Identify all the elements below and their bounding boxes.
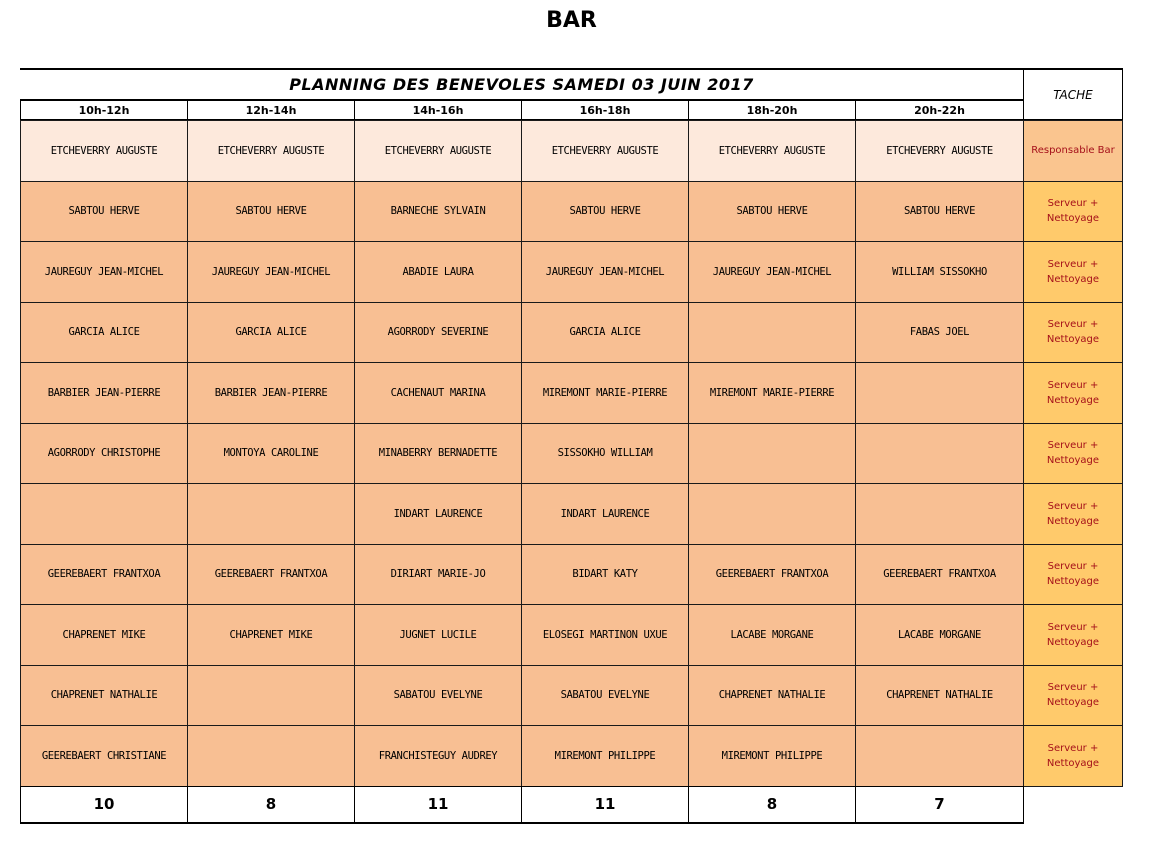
- volunteer-count: 10: [20, 786, 188, 824]
- task-cell: Serveur + Nettoyage: [1023, 544, 1123, 606]
- task-cell: Serveur + Nettoyage: [1023, 423, 1123, 485]
- task-cell: Serveur + Nettoyage: [1023, 181, 1123, 243]
- volunteer-count: 11: [354, 786, 522, 824]
- volunteer-cell[interactable]: AGORRODY CHRISTOPHE: [20, 423, 188, 485]
- volunteer-cell[interactable]: [855, 423, 1024, 485]
- time-slot-header: 12h-14h: [187, 100, 355, 120]
- volunteer-cell[interactable]: DIRIART MARIE-JO: [354, 544, 522, 606]
- volunteer-cell[interactable]: MIREMONT MARIE-PIERRE: [688, 362, 856, 424]
- volunteer-count: 11: [521, 786, 689, 824]
- volunteer-cell[interactable]: AGORRODY SEVERINE: [354, 302, 522, 364]
- volunteer-cell[interactable]: SABTOU HERVE: [855, 181, 1024, 243]
- volunteer-cell[interactable]: CHAPRENET NATHALIE: [688, 665, 856, 727]
- volunteer-cell[interactable]: CACHENAUT MARINA: [354, 362, 522, 424]
- task-cell: Serveur + Nettoyage: [1023, 362, 1123, 424]
- volunteer-cell[interactable]: [688, 302, 856, 364]
- volunteer-cell[interactable]: INDART LAURENCE: [354, 483, 522, 545]
- task-cell: Serveur + Nettoyage: [1023, 725, 1123, 787]
- volunteer-cell[interactable]: BARBIER JEAN-PIERRE: [20, 362, 188, 424]
- volunteer-cell[interactable]: JAUREGUY JEAN-MICHEL: [521, 241, 689, 303]
- volunteer-cell[interactable]: FRANCHISTEGUY AUDREY: [354, 725, 522, 787]
- volunteer-cell[interactable]: BARBIER JEAN-PIERRE: [187, 362, 355, 424]
- volunteer-cell[interactable]: [20, 483, 188, 545]
- volunteer-cell[interactable]: SABATOU EVELYNE: [354, 665, 522, 727]
- volunteer-cell[interactable]: [855, 362, 1024, 424]
- volunteer-count: 7: [855, 786, 1024, 824]
- volunteer-cell[interactable]: GEEREBAERT FRANTXOA: [20, 544, 188, 606]
- volunteer-cell[interactable]: GARCIA ALICE: [20, 302, 188, 364]
- volunteer-cell[interactable]: [187, 483, 355, 545]
- volunteer-cell[interactable]: [688, 483, 856, 545]
- task-column-header: TACHE: [1023, 68, 1123, 120]
- planning-banner: PLANNING DES BENEVOLES SAMEDI 03 JUIN 2017: [20, 68, 1023, 100]
- volunteer-cell[interactable]: [855, 483, 1024, 545]
- volunteer-cell[interactable]: CHAPRENET MIKE: [187, 604, 355, 666]
- volunteer-cell[interactable]: WILLIAM SISSOKHO: [855, 241, 1024, 303]
- volunteer-cell[interactable]: MIREMONT MARIE-PIERRE: [521, 362, 689, 424]
- planning-table: [20, 68, 1123, 825]
- volunteer-cell[interactable]: GARCIA ALICE: [187, 302, 355, 364]
- volunteer-cell[interactable]: ETCHEVERRY AUGUSTE: [688, 120, 856, 182]
- volunteer-cell[interactable]: CHAPRENET MIKE: [20, 604, 188, 666]
- task-cell: Serveur + Nettoyage: [1023, 665, 1123, 727]
- volunteer-cell[interactable]: [855, 725, 1024, 787]
- volunteer-cell[interactable]: GARCIA ALICE: [521, 302, 689, 364]
- task-cell: Serveur + Nettoyage: [1023, 241, 1123, 303]
- time-slot-header: 10h-12h: [20, 100, 188, 120]
- volunteer-cell[interactable]: JUGNET LUCILE: [354, 604, 522, 666]
- time-slot-header: 18h-20h: [688, 100, 856, 120]
- volunteer-cell[interactable]: MIREMONT PHILIPPE: [688, 725, 856, 787]
- volunteer-cell[interactable]: JAUREGUY JEAN-MICHEL: [688, 241, 856, 303]
- task-cell: Serveur + Nettoyage: [1023, 302, 1123, 364]
- volunteer-cell[interactable]: CHAPRENET NATHALIE: [855, 665, 1024, 727]
- volunteer-cell[interactable]: GEEREBAERT FRANTXOA: [688, 544, 856, 606]
- volunteer-cell[interactable]: JAUREGUY JEAN-MICHEL: [20, 241, 188, 303]
- volunteer-cell[interactable]: SABTOU HERVE: [688, 181, 856, 243]
- time-slot-header: 20h-22h: [855, 100, 1024, 120]
- volunteer-cell[interactable]: SISSOKHO WILLIAM: [521, 423, 689, 485]
- volunteer-cell[interactable]: MINABERRY BERNADETTE: [354, 423, 522, 485]
- volunteer-cell[interactable]: MONTOYA CAROLINE: [187, 423, 355, 485]
- volunteer-cell[interactable]: BIDART KATY: [521, 544, 689, 606]
- volunteer-cell[interactable]: BARNECHE SYLVAIN: [354, 181, 522, 243]
- volunteer-cell[interactable]: GEEREBAERT FRANTXOA: [855, 544, 1024, 606]
- volunteer-cell[interactable]: ETCHEVERRY AUGUSTE: [354, 120, 522, 182]
- time-slot-header: 14h-16h: [354, 100, 522, 120]
- volunteer-cell[interactable]: LACABE MORGANE: [855, 604, 1024, 666]
- volunteer-cell[interactable]: ETCHEVERRY AUGUSTE: [20, 120, 188, 182]
- page-title: BAR: [546, 8, 597, 33]
- volunteer-cell[interactable]: JAUREGUY JEAN-MICHEL: [187, 241, 355, 303]
- volunteer-cell[interactable]: MIREMONT PHILIPPE: [521, 725, 689, 787]
- volunteer-cell[interactable]: ELOSEGI MARTINON UXUE: [521, 604, 689, 666]
- task-cell: Responsable Bar: [1023, 120, 1123, 182]
- volunteer-count: 8: [187, 786, 355, 824]
- volunteer-cell[interactable]: ETCHEVERRY AUGUSTE: [855, 120, 1024, 182]
- volunteer-cell[interactable]: GEEREBAERT CHRISTIANE: [20, 725, 188, 787]
- volunteer-cell[interactable]: ETCHEVERRY AUGUSTE: [187, 120, 355, 182]
- time-slot-header: 16h-18h: [521, 100, 689, 120]
- volunteer-cell[interactable]: ABADIE LAURA: [354, 241, 522, 303]
- volunteer-cell[interactable]: LACABE MORGANE: [688, 604, 856, 666]
- task-cell: Serveur + Nettoyage: [1023, 604, 1123, 666]
- volunteer-cell[interactable]: ETCHEVERRY AUGUSTE: [521, 120, 689, 182]
- volunteer-count: 8: [688, 786, 856, 824]
- volunteer-cell[interactable]: SABTOU HERVE: [187, 181, 355, 243]
- volunteer-cell[interactable]: [187, 665, 355, 727]
- volunteer-cell[interactable]: SABTOU HERVE: [521, 181, 689, 243]
- volunteer-cell[interactable]: INDART LAURENCE: [521, 483, 689, 545]
- volunteer-cell[interactable]: SABTOU HERVE: [20, 181, 188, 243]
- volunteer-cell[interactable]: [187, 725, 355, 787]
- volunteer-cell[interactable]: CHAPRENET NATHALIE: [20, 665, 188, 727]
- volunteer-cell[interactable]: GEEREBAERT FRANTXOA: [187, 544, 355, 606]
- task-cell: Serveur + Nettoyage: [1023, 483, 1123, 545]
- volunteer-cell[interactable]: [688, 423, 856, 485]
- volunteer-cell[interactable]: FABAS JOEL: [855, 302, 1024, 364]
- volunteer-cell[interactable]: SABATOU EVELYNE: [521, 665, 689, 727]
